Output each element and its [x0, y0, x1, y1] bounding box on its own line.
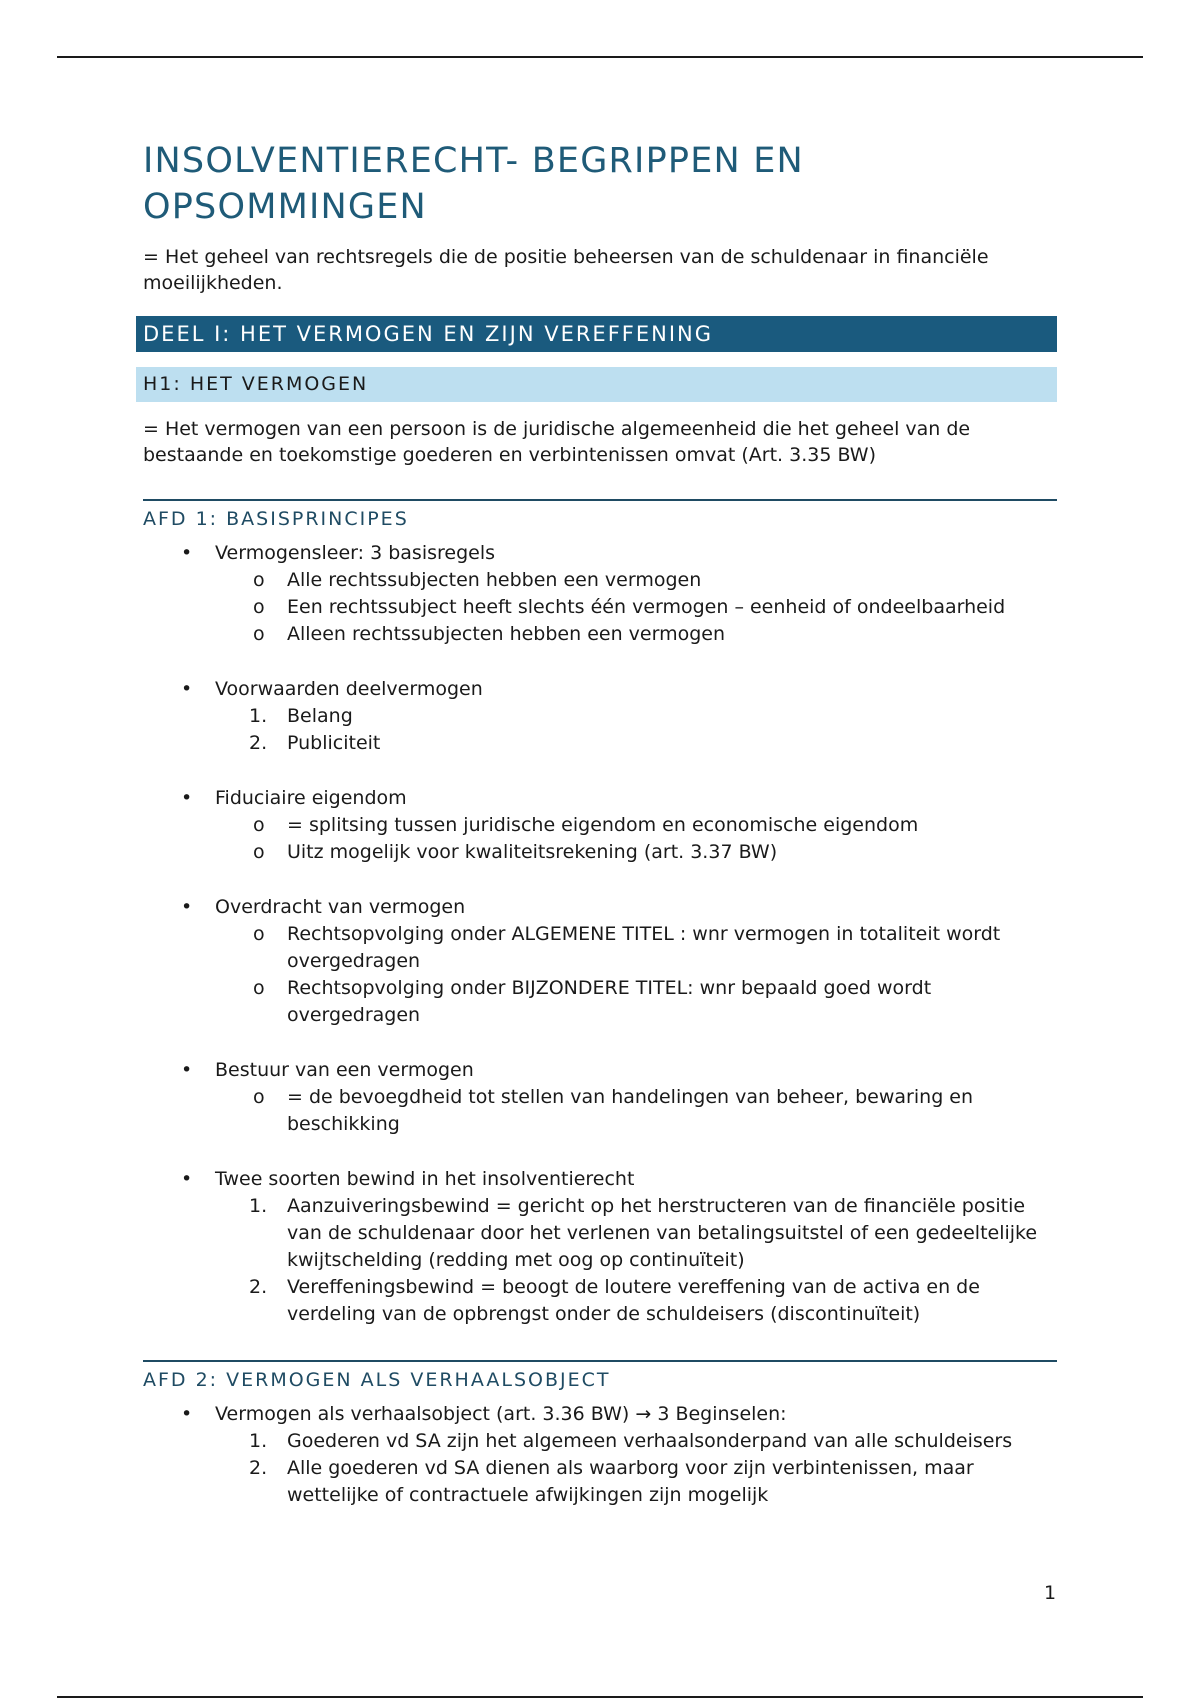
numbered-list-item-text: Aanzuiveringsbewind = gericht op het herstructeren van de financiële positie van de schuldenaar door het verlenen van betalingsuitstel of een gedeeltelijke kwijtschelding (redding met oog op continuïteit): [287, 1195, 1038, 1271]
list-number: 1.: [249, 705, 268, 727]
list-item-text: Overdracht van vermogen: [215, 896, 466, 918]
bullet-icon: •: [181, 542, 193, 564]
numbered-list: [215, 1428, 1057, 1509]
list-item: [143, 785, 1057, 866]
list-number: 2.: [249, 1276, 268, 1298]
numbered-list-item-text: Publiciteit: [287, 732, 381, 754]
circle-bullet-icon: o: [253, 841, 265, 863]
sub-list-item: [215, 839, 1057, 866]
bullet-icon: •: [181, 787, 193, 809]
document-page: [143, 138, 1057, 1509]
list-item-text: Fiduciaire eigendom: [215, 787, 407, 809]
sub-list-item-text: Rechtsopvolging onder ALGEMENE TITEL : wnr vermogen in totaliteit wordt overgedragen: [287, 923, 1001, 972]
sub-list: [215, 921, 1057, 1029]
sub-list-item: [215, 921, 1057, 975]
numbered-list-item: [215, 703, 1057, 730]
numbered-list-item-text: Goederen vd SA zijn het algemeen verhaalsonderpand van alle schuldeisers: [287, 1430, 1013, 1452]
document-title: INSOLVENTIERECHT- BEGRIPPEN EN OPSOMMINGEN: [143, 141, 804, 227]
sub-list-item: [215, 975, 1057, 1029]
circle-bullet-icon: o: [253, 569, 265, 591]
bullet-icon: •: [181, 678, 193, 700]
circle-bullet-icon: o: [253, 623, 265, 645]
list-number: 2.: [249, 1457, 268, 1479]
document-intro: = Het geheel van rechtsregels die de positie beheersen van de schuldenaar in financiële moeilijkheden.: [143, 246, 989, 294]
sub-list: [215, 1084, 1057, 1138]
list-item: [143, 676, 1057, 757]
list-number: 1.: [249, 1430, 268, 1452]
list-item: [143, 1401, 1057, 1509]
bullet-icon: •: [181, 1059, 193, 1081]
numbered-list-item: [215, 730, 1057, 757]
sub-list-item: [215, 812, 1057, 839]
list-item-text: Vermogensleer: 3 basisregels: [215, 542, 496, 564]
list-item-text: Bestuur van een vermogen: [215, 1059, 474, 1081]
list-number: 2.: [249, 732, 268, 754]
footer-rule: [57, 1696, 1143, 1698]
list-number: 1.: [249, 1195, 268, 1217]
sub-list-item-text: = de bevoegdheid tot stellen van handelingen van beheer, bewaring en beschikking: [287, 1086, 974, 1135]
numbered-list-item-text: Belang: [287, 705, 353, 727]
numbered-list-item: [215, 1193, 1057, 1274]
numbered-list-item: [215, 1455, 1057, 1509]
sub-list-item-text: Een rechtssubject heeft slechts één vermogen – eenheid of ondeelbaarheid: [287, 596, 1006, 618]
page-number: 1: [1044, 1582, 1057, 1604]
sub-list-item: [215, 621, 1057, 648]
bullet-icon: •: [181, 896, 193, 918]
sub-list-item: [215, 594, 1057, 621]
circle-bullet-icon: o: [253, 977, 265, 999]
numbered-list-item-text: Alle goederen vd SA dienen als waarborg voor zijn verbintenissen, maar wettelijke of contractuele afwijkingen zijn mogelijk: [287, 1457, 974, 1506]
sub-list-item: [215, 1084, 1057, 1138]
afd1-heading: AFD 1: BASISPRINCIPES: [143, 499, 1057, 532]
sub-list: [215, 812, 1057, 866]
numbered-list-item-text: Vereffeningsbewind = beoogt de loutere vereffening van de activa en de verdeling van de opbrengst onder de schuldeisers (discontinuïteit): [287, 1276, 980, 1325]
sub-list-item-text: Uitz mogelijk voor kwaliteitsrekening (art. 3.37 BW): [287, 841, 778, 863]
bullet-icon: •: [181, 1168, 193, 1190]
afd2-list: [143, 1401, 1057, 1509]
list-item-text: Vermogen als verhaalsobject (art. 3.36 BW) → 3 Beginselen:: [215, 1403, 787, 1425]
numbered-list: [215, 1193, 1057, 1328]
list-item-text: Twee soorten bewind in het insolventierecht: [215, 1168, 635, 1190]
list-item: [143, 894, 1057, 1029]
numbered-list-item: [215, 1274, 1057, 1328]
numbered-list-item: [215, 1428, 1057, 1455]
list-item: [143, 1057, 1057, 1138]
list-item-text: Voorwaarden deelvermogen: [215, 678, 483, 700]
circle-bullet-icon: o: [253, 923, 265, 945]
list-item: [143, 540, 1057, 648]
afd1-list: [143, 540, 1057, 1328]
sub-list-item: [215, 567, 1057, 594]
sub-list-item-text: = splitsing tussen juridische eigendom en economische eigendom: [287, 814, 919, 836]
circle-bullet-icon: o: [253, 1086, 265, 1108]
sub-list-item-text: Alle rechtssubjecten hebben een vermogen: [287, 569, 702, 591]
sub-list-item-text: Alleen rechtssubjecten hebben een vermogen: [287, 623, 725, 645]
header-rule: [57, 56, 1143, 58]
chapter-heading: H1: HET VERMOGEN: [136, 367, 1057, 402]
sub-list-item-text: Rechtsopvolging onder BIJZONDERE TITEL: wnr bepaald goed wordt overgedragen: [287, 977, 932, 1026]
chapter-description: = Het vermogen van een persoon is de juridische algemeenheid die het geheel van de bestaande en toekomstige goederen en verbintenissen omvat (Art. 3.35 BW): [143, 418, 971, 466]
circle-bullet-icon: o: [253, 596, 265, 618]
afd2-heading: AFD 2: VERMOGEN ALS VERHAALSOBJECT: [143, 1360, 1057, 1393]
list-item: [143, 1166, 1057, 1328]
circle-bullet-icon: o: [253, 814, 265, 836]
bullet-icon: •: [181, 1403, 193, 1425]
numbered-list: [215, 703, 1057, 757]
sub-list: [215, 567, 1057, 648]
deel-heading: DEEL I: HET VERMOGEN EN ZIJN VEREFFENING: [136, 316, 1057, 352]
